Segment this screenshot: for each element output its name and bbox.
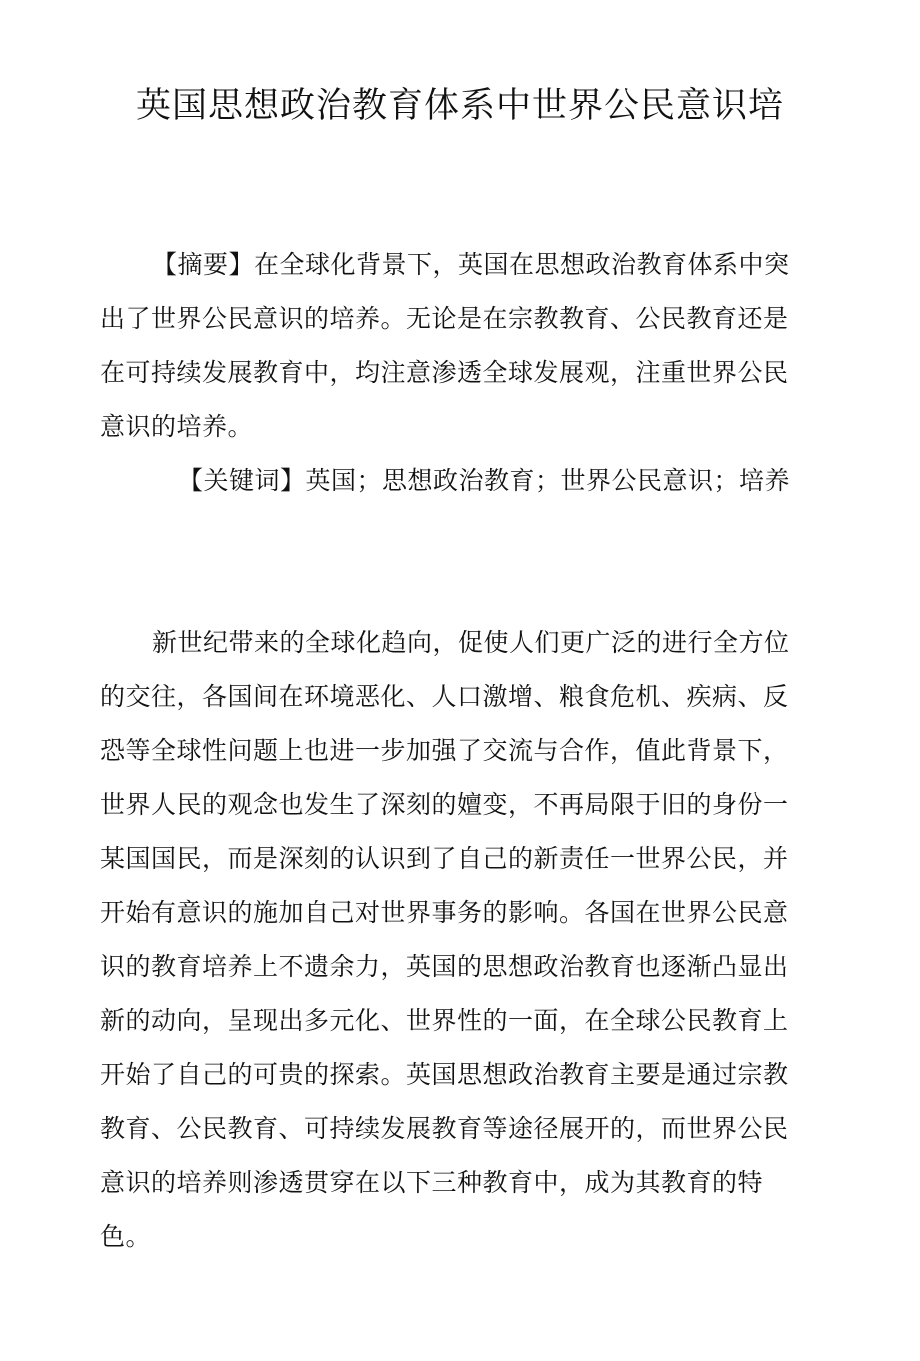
document-title: 英国思想政治教育体系中世界公民意识培 [135, 86, 784, 126]
abstract-paragraph: 【摘要】在全球化背景下，英国在思想政治教育体系中突出了世界公民意识的培养。无论是在宗教教育、公民教育还是在可持续发展教育中，均注意渗透全球发展观，注重世界公民意识的培养。 [100, 250, 790, 441]
body-paragraph: 新世纪带来的全球化趋向，促使人们更广泛的进行全方位的交往，各国间在环境恶化、人口激增、粮食危机、疾病、反恐等全球性问题上也进一步加强了交流与合作，值此背景下，世界人民的观念也发生了深刻的嬗变，不再局限于旧的身份一某国国民，而是深刻的认识到了自己的新责任一世界公民，并开始有意识的施加自己对世界事务的影响。各国在世界公民意识的教育培养上不遗余力，英国的思想政治教育也逐渐凸显出新的动向，呈现出多元化、世界性的一面，在全球公民教育上开始了自己的可贵的探索。英国思想政治教育主要是通过宗教教育、公民教育、可持续发展教育等途径展开的，而世界公民意识的培养则渗透贯穿在以下三种教育中，成为其教育的特色。 [100, 628, 790, 1251]
keywords-paragraph: 【关键词】英国；思想政治教育；世界公民意识；培养 [178, 466, 791, 495]
